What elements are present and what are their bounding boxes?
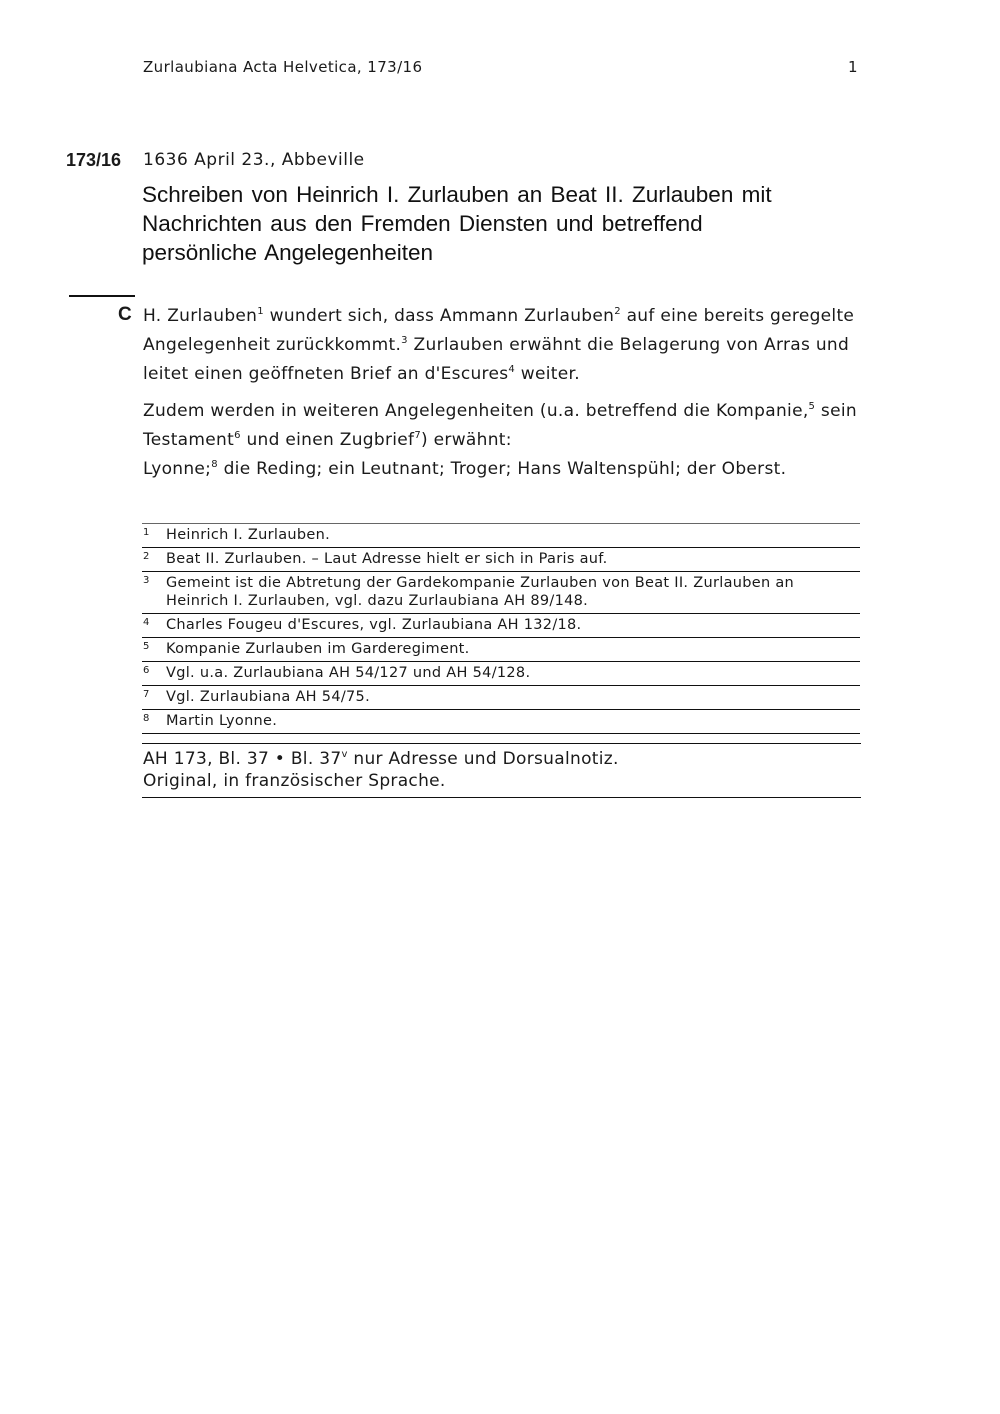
footnote [142, 710, 860, 734]
source-note [142, 743, 861, 798]
footnote-number: 5 [143, 641, 150, 652]
document-number: 173/16 [66, 150, 122, 170]
title-line: Nachrichten aus den Fremden Diensten und betreffend [142, 211, 703, 236]
footnote [142, 524, 860, 548]
footnote-text: Kompanie Zurlauben im Garderegiment. [166, 641, 470, 657]
footnote-number: 4 [143, 617, 150, 628]
document-title [142, 180, 842, 267]
footnote-text: Martin Lyonne. [166, 713, 278, 729]
summary [143, 302, 868, 484]
footnote-text: Vgl. u.a. Zurlaubiana AH 54/127 und AH 54/128. [166, 665, 531, 681]
footnote-ref[interactable]: 2 [614, 306, 621, 317]
footnote-ref[interactable]: 1 [257, 306, 264, 317]
date-place: 1636 April 23., Abbeville [143, 150, 365, 170]
footnote-number: 1 [143, 527, 150, 538]
footnotes [142, 523, 860, 734]
footnote-ref[interactable]: 5 [808, 401, 816, 412]
footnote-ref[interactable]: 8 [211, 459, 218, 470]
footnote-text: Heinrich I. Zurlauben. [166, 527, 331, 543]
running-title: Zurlaubiana Acta Helvetica, 173/16 [143, 58, 423, 76]
footnote-text: Beat II. Zurlauben. – Laut Adresse hielt er sich in Paris auf. [166, 551, 608, 567]
footnote [142, 548, 860, 572]
footnote-number: 7 [143, 689, 150, 700]
section-rule [69, 295, 135, 297]
footnote-ref[interactable]: 7 [414, 430, 422, 441]
footnote-number: 3 [143, 575, 150, 586]
source-line: AH 173, Bl. 37 • Bl. 37$^v$ nur Adresse und Dorsualnotiz. [143, 749, 619, 769]
title-line: persönliche Angelegenheiten [142, 240, 433, 265]
section-marker: C [118, 304, 132, 325]
footnote [142, 572, 860, 614]
footnote-number: 2 [143, 551, 150, 562]
footnote-ref[interactable]: 4 [508, 364, 516, 375]
footnote-number: 6 [143, 665, 150, 676]
title-line: Schreiben von Heinrich I. Zurlauben an Beat II. Zurlauben mit [142, 182, 772, 207]
summary-paragraph: H. Zurlauben$^1$ wundert sich, dass Ammann Zurlauben$^2$ auf eine bereits geregelte Angelegenheit zurückkommt.$^3$ Zurlauben erwähnt die Belagerung von Arras und leitet einen geöffneten Brief an d'Escures$^4$ weiter. [143, 306, 855, 384]
footnote [142, 614, 860, 638]
summary-paragraph: Zudem werden in weiteren Angelegenheiten (u.a. betreffend die Kompanie,$^5$ sein Testament$^6$ und einen Zugbrief$^7$) erwähnt: Lyonne;$^8$ die Reding; ein Leutnant; Troger; Hans Waltenspühl; der Oberst. [143, 401, 857, 479]
footnote-number: 8 [143, 713, 150, 724]
footnote-text: Gemeint ist die Abtretung der Gardekompanie Zurlauben von Beat II. Zurlauben an Heinrich I. Zurlauben, vgl. dazu Zurlaubiana AH 89/148. [166, 575, 795, 609]
footnote [142, 662, 860, 686]
footnote-text: Vgl. Zurlaubiana AH 54/75. [166, 689, 370, 705]
page-number: 1 [848, 58, 858, 76]
source-line: Original, in französischer Sprache. [143, 771, 446, 791]
footnote-ref[interactable]: 3 [401, 335, 408, 346]
footnote-text: Charles Fougeu d'Escures, vgl. Zurlaubiana AH 132/18. [166, 617, 582, 633]
footnote [142, 638, 860, 662]
footnote-ref[interactable]: 6 [234, 430, 241, 441]
footnote [142, 686, 860, 710]
